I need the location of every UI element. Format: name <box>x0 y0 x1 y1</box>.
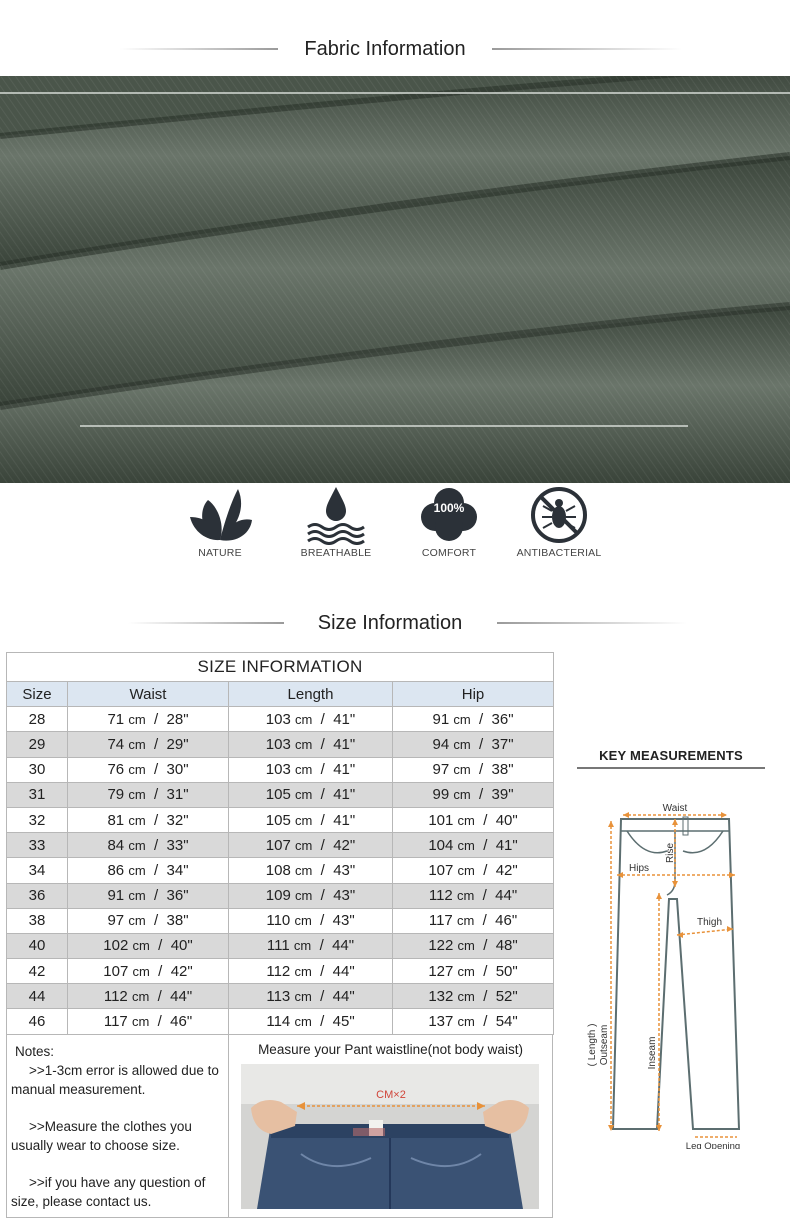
separator: / <box>154 861 159 879</box>
table-row <box>7 1009 554 1034</box>
inch-value: 33" <box>166 836 189 854</box>
inch-value: 46" <box>495 912 518 930</box>
size-cell: 29 <box>7 732 68 757</box>
cm-value: 127 <box>428 962 454 980</box>
separator: / <box>319 937 324 955</box>
leg-opening-label: Leg Opening <box>685 1141 741 1149</box>
cm-value: 74 <box>107 735 125 753</box>
cm-value: 97 <box>107 912 125 930</box>
cm-value: 103 <box>265 761 291 779</box>
table-row <box>7 707 554 732</box>
length-label: ( Length ) <box>587 1023 598 1067</box>
feature-label: BREATHABLE <box>300 547 372 559</box>
unit-cm: cm <box>294 888 313 904</box>
unit-cm: cm <box>128 787 146 803</box>
hip-cell <box>393 782 554 807</box>
cm-value: 137 <box>428 1013 454 1031</box>
unit-cm: cm <box>131 1014 150 1030</box>
table-row <box>7 933 554 958</box>
note-item: >>Measure the clothes you usually wear to choose size. <box>11 1119 192 1153</box>
unit-cm: cm <box>457 862 475 878</box>
size-cell: 31 <box>7 782 68 807</box>
unit-cm: cm <box>128 812 146 828</box>
waist-label: Waist <box>662 803 688 814</box>
unit-cm: cm <box>453 736 471 752</box>
inch-value: 30" <box>166 761 189 779</box>
inch-value: 32" <box>166 811 189 829</box>
unit-cm: cm <box>294 862 313 878</box>
size-cell: 42 <box>7 959 68 984</box>
length-cell <box>229 908 393 933</box>
table-row <box>7 782 554 807</box>
cm-value: 97 <box>432 761 450 779</box>
unit-cm: cm <box>293 938 312 954</box>
unit-cm: cm <box>457 837 475 853</box>
waist-cell <box>68 984 229 1009</box>
size-table <box>6 652 554 1035</box>
unit-cm: cm <box>453 787 471 803</box>
cm-value: 117 <box>103 1013 128 1031</box>
separator: / <box>320 861 325 879</box>
cm-value: 110 <box>266 912 291 930</box>
cm-value: 91 <box>432 710 450 728</box>
cm-value: 71 <box>107 710 125 728</box>
separator: / <box>154 710 159 728</box>
inch-value: 29" <box>166 735 189 753</box>
separator: / <box>158 937 163 955</box>
waist-cell <box>68 782 229 807</box>
inch-value: 44" <box>332 962 355 980</box>
cm-value: 81 <box>107 811 125 829</box>
length-cell <box>229 883 393 908</box>
table-row <box>7 984 554 1009</box>
hip-cell <box>393 833 554 858</box>
waist-cell <box>68 707 229 732</box>
fabric-texture <box>0 76 790 483</box>
inch-value: 42" <box>333 836 356 854</box>
unit-cm: cm <box>453 711 471 727</box>
separator: / <box>320 987 325 1005</box>
cm-value: 132 <box>428 987 454 1005</box>
hip-cell <box>393 933 554 958</box>
separator: / <box>483 987 488 1005</box>
separator: / <box>320 735 325 753</box>
feature-label: COMFORT <box>421 547 477 559</box>
pants-diagram <box>577 769 769 1149</box>
waist-cell <box>68 908 229 933</box>
separator: / <box>483 937 488 955</box>
length-cell <box>229 757 393 782</box>
hip-cell <box>393 757 554 782</box>
inch-value: 42" <box>495 861 518 879</box>
size-cell: 44 <box>7 984 68 1009</box>
inch-value: 43" <box>333 861 356 879</box>
waist-marker-label: CM×2 <box>376 1089 406 1101</box>
size-cell: 36 <box>7 883 68 908</box>
cm-value: 84 <box>107 836 125 854</box>
inch-value: 43" <box>333 887 356 905</box>
cm-value: 105 <box>265 786 291 804</box>
unit-cm: cm <box>294 762 313 778</box>
cm-value: 101 <box>428 811 454 829</box>
length-cell <box>229 984 393 1009</box>
unit-cm: cm <box>457 1014 475 1030</box>
cm-value: 76 <box>107 761 125 779</box>
unit-cm: cm <box>457 812 475 828</box>
inch-value: 42" <box>170 962 193 980</box>
inch-value: 48" <box>495 937 518 955</box>
inch-value: 41" <box>333 786 356 804</box>
inch-value: 38" <box>166 912 189 930</box>
inch-value: 54" <box>495 1013 518 1031</box>
feature-nature <box>165 485 275 565</box>
cm-value: 86 <box>107 861 125 879</box>
inch-value: 44" <box>170 987 193 1005</box>
table-row <box>7 732 554 757</box>
notes-box <box>6 1034 229 1218</box>
key-measurements <box>577 748 769 1148</box>
waist-cell <box>68 833 229 858</box>
cm-value: 79 <box>107 786 125 804</box>
waist-cell <box>68 1009 229 1034</box>
cm-value: 102 <box>103 937 129 955</box>
unit-cm: cm <box>294 837 313 853</box>
separator: / <box>320 786 325 804</box>
fabric-photo <box>0 76 790 483</box>
cm-value: 122 <box>428 937 454 955</box>
cm-value: 117 <box>428 912 453 930</box>
length-cell <box>229 959 393 984</box>
unit-cm: cm <box>294 963 312 979</box>
separator: / <box>483 811 488 829</box>
svg-text:100%: 100% <box>433 501 465 515</box>
title-divider-right <box>492 48 682 50</box>
unit-cm: cm <box>456 888 475 904</box>
unit-cm: cm <box>294 736 313 752</box>
separator: / <box>157 987 162 1005</box>
waist-cell <box>68 933 229 958</box>
cm-value: 113 <box>266 987 291 1005</box>
separator: / <box>482 887 487 905</box>
separator: / <box>320 887 325 905</box>
inch-value: 41" <box>333 811 356 829</box>
separator: / <box>320 836 325 854</box>
inch-value: 52" <box>495 987 518 1005</box>
separator: / <box>483 836 488 854</box>
cm-value: 94 <box>432 735 450 753</box>
cm-value: 111 <box>266 937 290 955</box>
waist-cell <box>68 807 229 832</box>
size-cell: 40 <box>7 933 68 958</box>
size-table-body <box>7 707 554 1034</box>
unit-cm: cm <box>457 938 475 954</box>
inch-value: 39" <box>491 786 514 804</box>
unit-cm: cm <box>457 963 475 979</box>
waist-measure-box <box>229 1034 553 1218</box>
waist-cell <box>68 732 229 757</box>
unit-cm: cm <box>128 711 146 727</box>
separator: / <box>320 962 325 980</box>
separator: / <box>479 710 484 728</box>
inch-value: 44" <box>495 887 518 905</box>
unit-cm: cm <box>128 736 146 752</box>
hip-cell <box>393 732 554 757</box>
cm-value: 91 <box>107 887 125 905</box>
no-bug-icon <box>519 485 599 545</box>
cm-value: 109 <box>265 887 291 905</box>
size-section-header <box>0 608 790 638</box>
size-table-header <box>7 682 554 707</box>
inch-value: 41" <box>495 836 518 854</box>
separator: / <box>320 710 325 728</box>
hip-cell <box>393 1009 554 1034</box>
inch-value: 36" <box>166 887 189 905</box>
notes-heading: Notes: <box>15 1044 55 1059</box>
waist-cell <box>68 858 229 883</box>
unit-cm: cm <box>132 963 150 979</box>
waist-cell <box>68 757 229 782</box>
inch-value: 34" <box>166 861 189 879</box>
unit-cm: cm <box>132 938 150 954</box>
hip-cell <box>393 807 554 832</box>
separator: / <box>320 912 325 930</box>
leaf-icon <box>180 485 260 545</box>
unit-cm: cm <box>294 787 313 803</box>
inch-value: 50" <box>495 962 518 980</box>
unit-cm: cm <box>294 1014 312 1030</box>
length-cell <box>229 858 393 883</box>
separator: / <box>479 786 484 804</box>
inch-value: 41" <box>333 735 356 753</box>
cm-value: 114 <box>266 1013 291 1031</box>
length-cell <box>229 1009 393 1034</box>
inch-value: 44" <box>332 937 355 955</box>
title-divider-left <box>128 622 284 624</box>
size-cell: 34 <box>7 858 68 883</box>
inch-value: 28" <box>166 710 189 728</box>
inch-value: 46" <box>170 1013 193 1031</box>
unit-cm: cm <box>128 762 146 778</box>
unit-cm: cm <box>128 837 146 853</box>
inch-value: 38" <box>491 761 514 779</box>
hip-cell <box>393 883 554 908</box>
unit-cm: cm <box>294 812 313 828</box>
cm-value: 104 <box>428 836 454 854</box>
cm-value: 112 <box>266 962 291 980</box>
separator: / <box>154 836 159 854</box>
length-cell <box>229 807 393 832</box>
cm-value: 107 <box>103 962 129 980</box>
table-row <box>7 757 554 782</box>
size-cell: 33 <box>7 833 68 858</box>
cotton-100-icon <box>409 485 489 545</box>
inch-value: 37" <box>491 735 514 753</box>
waist-measure-caption: Measure your Pant waistline(not body waist) <box>258 1042 523 1057</box>
unit-cm: cm <box>457 988 475 1004</box>
feature-label: NATURE <box>198 547 242 559</box>
cm-value: 105 <box>265 811 291 829</box>
unit-cm: cm <box>131 988 150 1004</box>
separator: / <box>154 887 159 905</box>
separator: / <box>320 1013 325 1031</box>
thigh-label: Thigh <box>697 917 723 928</box>
separator: / <box>154 912 159 930</box>
inch-value: 43" <box>332 912 355 930</box>
unit-cm: cm <box>294 913 312 929</box>
separator: / <box>479 761 484 779</box>
separator: / <box>157 1013 162 1031</box>
cm-value: 112 <box>103 987 128 1005</box>
inch-value: 44" <box>332 987 355 1005</box>
separator: / <box>154 811 159 829</box>
column-header-size: Size <box>7 682 68 707</box>
unit-cm: cm <box>294 988 312 1004</box>
cm-value: 99 <box>432 786 450 804</box>
feature-antibacterial <box>504 485 614 565</box>
size-table-caption-row <box>7 653 554 682</box>
length-cell <box>229 782 393 807</box>
hip-cell <box>393 707 554 732</box>
inch-value: 31" <box>166 786 189 804</box>
fabric-section-title: Fabric Information <box>304 38 466 60</box>
cm-value: 112 <box>428 887 453 905</box>
unit-cm: cm <box>128 888 146 904</box>
size-cell: 38 <box>7 908 68 933</box>
separator: / <box>320 761 325 779</box>
column-header-length: Length <box>229 682 393 707</box>
column-header-waist: Waist <box>68 682 229 707</box>
table-row <box>7 959 554 984</box>
hips-label: Hips <box>629 863 650 874</box>
separator: / <box>483 1013 488 1031</box>
water-drop-icon <box>296 485 376 545</box>
size-table-caption: SIZE INFORMATION <box>7 653 554 682</box>
table-row <box>7 883 554 908</box>
hip-cell <box>393 984 554 1009</box>
table-row <box>7 833 554 858</box>
table-row <box>7 807 554 832</box>
length-cell <box>229 933 393 958</box>
inch-value: 41" <box>333 710 356 728</box>
separator: / <box>158 962 163 980</box>
title-divider-left <box>120 48 278 50</box>
separator: / <box>482 912 487 930</box>
hip-cell <box>393 858 554 883</box>
unit-cm: cm <box>294 711 313 727</box>
separator: / <box>154 761 159 779</box>
separator: / <box>483 861 488 879</box>
unit-cm: cm <box>453 762 471 778</box>
cm-value: 103 <box>265 710 291 728</box>
size-cell: 46 <box>7 1009 68 1034</box>
cm-value: 108 <box>265 861 291 879</box>
table-row <box>7 908 554 933</box>
separator: / <box>479 735 484 753</box>
cm-value: 107 <box>265 836 291 854</box>
note-item: >>1-3cm error is allowed due to manual measurement. <box>11 1063 219 1097</box>
separator: / <box>154 735 159 753</box>
size-section-title: Size Information <box>317 612 463 634</box>
key-measurements-title: KEY MEASUREMENTS <box>577 748 765 769</box>
unit-cm: cm <box>128 913 146 929</box>
hip-cell <box>393 908 554 933</box>
unit-cm: cm <box>128 862 146 878</box>
waist-cell <box>68 883 229 908</box>
feature-breathable <box>281 485 391 565</box>
feature-label: ANTIBACTERIAL <box>516 547 602 559</box>
inch-value: 36" <box>491 710 514 728</box>
size-cell: 30 <box>7 757 68 782</box>
length-cell <box>229 707 393 732</box>
size-cell: 28 <box>7 707 68 732</box>
inch-value: 45" <box>332 1013 355 1031</box>
inch-value: 40" <box>495 811 518 829</box>
inch-value: 40" <box>170 937 193 955</box>
note-item: >>if you have any question of size, please contact us. <box>11 1175 206 1209</box>
column-header-hip: Hip <box>393 682 554 707</box>
size-cell: 32 <box>7 807 68 832</box>
hip-cell <box>393 959 554 984</box>
fabric-section-header <box>0 34 790 64</box>
table-row <box>7 858 554 883</box>
waist-measure-photo <box>241 1064 539 1209</box>
unit-cm: cm <box>456 913 475 929</box>
cm-value: 103 <box>265 735 291 753</box>
rise-label: Rise <box>665 842 676 864</box>
waist-cell <box>68 959 229 984</box>
title-divider-right <box>497 622 687 624</box>
length-cell <box>229 732 393 757</box>
outseam-label: Outseam <box>599 1024 610 1066</box>
separator: / <box>154 786 159 804</box>
separator: / <box>320 811 325 829</box>
separator: / <box>483 962 488 980</box>
length-cell <box>229 833 393 858</box>
feature-comfort <box>394 485 504 565</box>
inch-value: 41" <box>333 761 356 779</box>
inseam-label: Inseam <box>647 1036 658 1070</box>
cm-value: 107 <box>428 861 454 879</box>
